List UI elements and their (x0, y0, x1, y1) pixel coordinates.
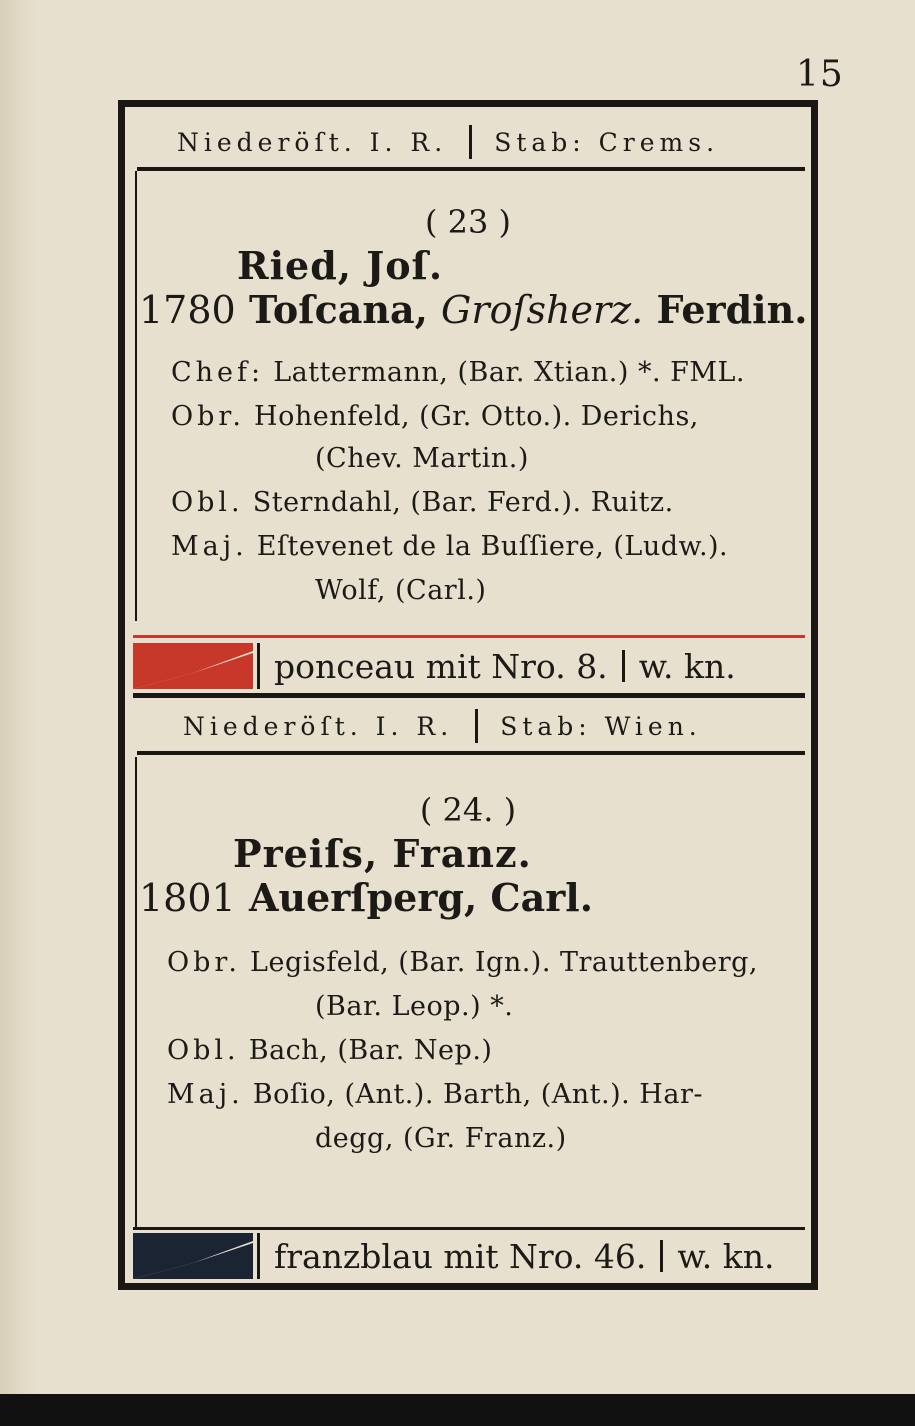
regiment-title (139, 875, 593, 920)
officer-line: (Bar. Leop.) *. (315, 991, 514, 1022)
regiment-inhaber-name: Ried, Joſ. (237, 243, 444, 288)
regiment-name: Toſcana, (248, 287, 428, 332)
section-header (137, 117, 805, 171)
regiment-number: ( 23 ) (424, 203, 512, 241)
section-header (137, 701, 805, 755)
header-regiment: Niederöſt. I. R. (177, 127, 448, 157)
regiment-firstname: Carl. (490, 875, 593, 920)
section-divider (133, 693, 805, 698)
regiment-firstname: Ferdin. (656, 287, 808, 332)
regiment-name: Auerſperg, (248, 875, 478, 920)
officer-line: Obl. Bach, (Bar. Nep.) (167, 1035, 493, 1066)
facing-color-swatch (133, 643, 253, 689)
officer-line: degg, (Gr. Franz.) (315, 1123, 567, 1154)
regiment-title (139, 287, 807, 332)
officer-line: Obr. Legisfeld, (Bar. Ign.). Trauttenberg, (167, 947, 758, 978)
facing-color-label: ponceau mit Nro. 8. w. kn. (257, 643, 805, 689)
header-divider (475, 709, 478, 743)
header-staff: Stab: Wien. (500, 711, 702, 741)
facing-color-label: franzblau mit Nro. 46. w. kn. (257, 1233, 805, 1279)
officer-line: Wolf, (Carl.) (315, 575, 487, 606)
officer-line: Maj. Eſtevenet de la Buſſiere, (Ludw.). (171, 531, 729, 562)
regiment-inhaber-name: Preiſs, Franz. (233, 831, 532, 876)
officer-line: Chef: Lattermann, (Bar. Xtian.) *. FML. (171, 357, 746, 388)
page-number: 15 (796, 54, 844, 95)
header-divider (469, 125, 472, 159)
officer-line: Maj. Boſio, (Ant.). Barth, (Ant.). Har- (167, 1079, 703, 1110)
page-edge (0, 0, 40, 1426)
facing-color-row (133, 643, 805, 689)
regiment-year: 1801 (139, 876, 236, 920)
facing-color-row (133, 1233, 805, 1279)
color-rule (133, 1227, 805, 1230)
color-rule (133, 635, 805, 638)
officer-line: Obr. Hohenfeld, (Gr. Otto.). Derichs, (171, 401, 699, 432)
officer-line: (Chev. Martin.) (315, 443, 529, 474)
header-staff: Stab: Crems. (494, 127, 720, 157)
facing-color-swatch (133, 1233, 253, 1279)
regiment-rank: Groſsherz. (441, 288, 644, 332)
header-regiment: Niederöſt. I. R. (183, 711, 454, 741)
regiment-table-frame (118, 100, 818, 1290)
regiment-number: ( 24. ) (419, 791, 517, 829)
officer-line: Obl. Sterndahl, (Bar. Ferd.). Ruitz. (171, 487, 674, 518)
regiment-year: 1780 (139, 288, 236, 332)
scan-bottom-bar (0, 1394, 915, 1426)
